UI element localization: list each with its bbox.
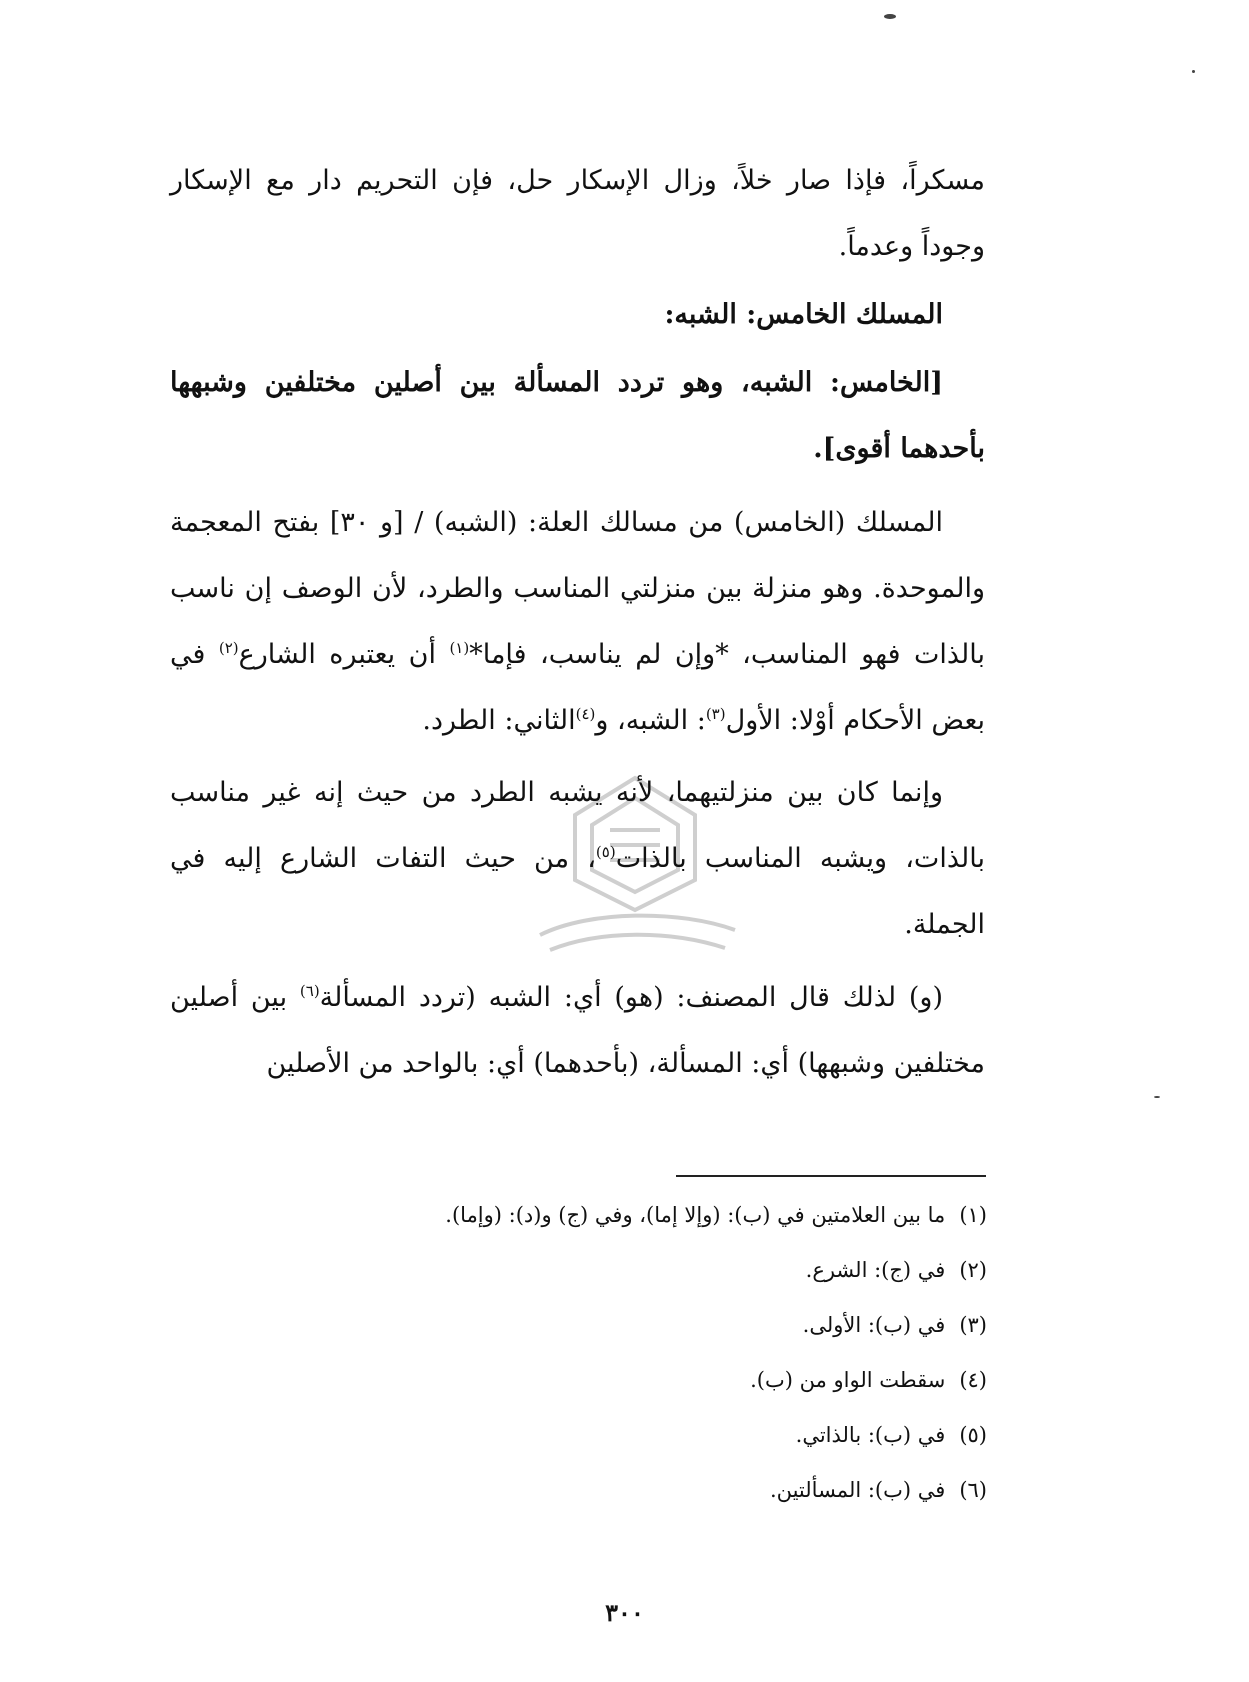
- scan-speck: [1192, 70, 1195, 73]
- footnote-4-text: سقطت الواو من (ب).: [750, 1368, 946, 1392]
- paragraph-5: [170, 965, 985, 1097]
- paragraph-3-part-a: المسلك (الخامس) من مسالك العلة: (الشبه) / [و ٣٠] بفتح المعجمة والموحدة. وهو منزلة بين منزلتي المناسب والطرد، لأن الوصف إن ناسب بالذات فهو المناسب، *وإن لم يناسب، فإما*: [170, 507, 985, 670]
- section-heading-text: المسلك الخامس: الشبه:: [664, 299, 943, 330]
- paragraph-5-part-b: بين أصلين مختلفين وشبهها) أي: المسألة، (بأحدهما) أي: بالواحد من الأصلين: [170, 982, 985, 1079]
- footnote-1: [445, 1203, 987, 1227]
- footnote-ref-4[interactable]: (٤): [575, 705, 596, 723]
- footnote-3: [803, 1313, 987, 1337]
- footnote-5-number: (٥): [959, 1423, 987, 1447]
- paragraph-4-part-b: ، من حيث التفات الشارع إليه في الجملة.: [170, 843, 985, 940]
- footnote-5: [796, 1423, 987, 1447]
- footnote-4: [750, 1368, 987, 1392]
- paragraph-4-part-a: وإنما كان بين منزلتيهما، لأنه يشبه الطرد من حيث إنه غير مناسب بالذات، ويشبه المناسب بالذات: [170, 777, 985, 874]
- footnote-1-text: ما بين العلامتين في (ب): (وإلا إما)، وفي (ج) و(د): (وإما).: [445, 1203, 946, 1227]
- page-number: ٣٠٠: [605, 1598, 644, 1627]
- paragraph-1: [170, 148, 985, 280]
- paragraph-3-part-c: في بعض الأحكام أوْلا: الأول: [170, 639, 985, 736]
- footnote-ref-3[interactable]: (٣): [705, 705, 726, 723]
- paragraph-4: [170, 760, 985, 958]
- paragraph-3-part-d: : الشبه، و: [595, 705, 706, 736]
- scan-speck: [1154, 1096, 1160, 1098]
- matn-text: [الخامس: الشبه، وهو تردد المسألة بين أصلين مختلفين وشبهها بأحدهما أقوى].: [170, 367, 985, 464]
- footnote-ref-6[interactable]: (٦): [299, 982, 320, 1000]
- footnote-3-text: في (ب): الأولى.: [802, 1313, 946, 1337]
- section-heading: [170, 282, 985, 348]
- footnote-5-text: في (ب): بالذاتي.: [795, 1423, 946, 1447]
- footnote-3-number: (٣): [959, 1313, 987, 1337]
- footnote-separator: [676, 1175, 986, 1177]
- paragraph-3-part-b: أن يعتبره الشارع: [238, 639, 450, 670]
- footnote-4-number: (٤): [959, 1368, 987, 1392]
- footnote-ref-2[interactable]: (٢): [218, 639, 239, 657]
- footnote-6-number: (٦): [959, 1478, 987, 1502]
- footnote-6: [770, 1478, 987, 1502]
- paragraph-1-text: مسكراً، فإذا صار خلاً، وزال الإسكار حل، فإن التحريم دار مع الإسكار وجوداً وعدماً.: [170, 165, 985, 262]
- matn-paragraph: [170, 350, 985, 482]
- scan-speck: [884, 14, 896, 19]
- paragraph-3: [170, 490, 985, 754]
- footnote-2: [806, 1258, 987, 1282]
- paragraph-3-part-e: الثاني: الطرد.: [422, 705, 576, 736]
- footnote-ref-1[interactable]: (١): [449, 639, 470, 657]
- footnote-1-number: (١): [959, 1203, 987, 1227]
- footnote-ref-5[interactable]: (٥): [595, 843, 616, 861]
- footnote-6-text: في (ب): المسألتين.: [769, 1478, 946, 1502]
- footnote-2-number: (٢): [959, 1258, 987, 1282]
- paragraph-5-part-a: (و) لذلك قال المصنف: (هو) أي: الشبه (تردد المسألة: [319, 982, 943, 1013]
- footnote-2-text: في (ج): الشرع.: [805, 1258, 946, 1282]
